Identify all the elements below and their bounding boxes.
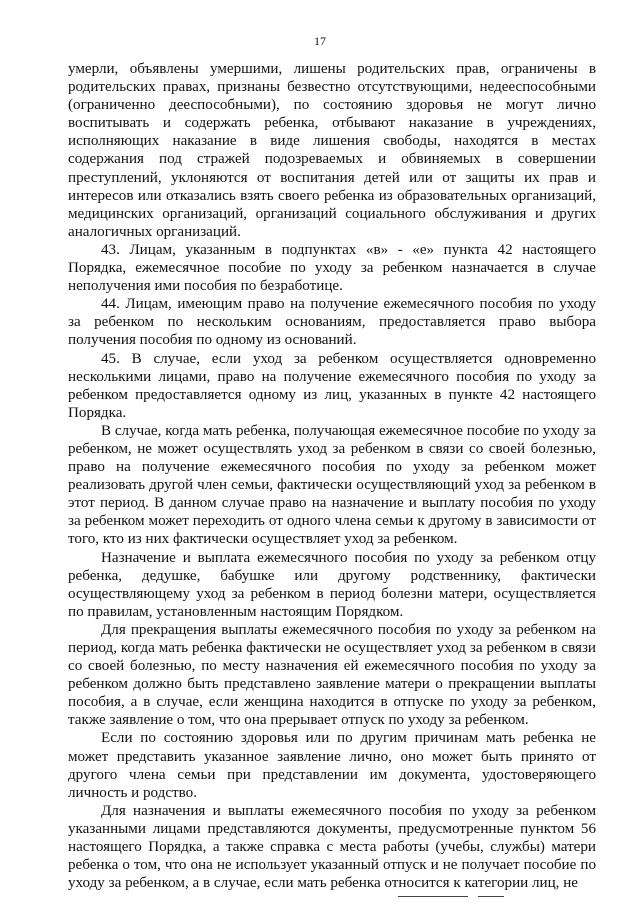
paragraph-documents: Для назначения и выплаты ежемесячного пособия по уходу за ребенком указанными лицами представляются документы, предусмотренные пунктом 56 настоящего Порядка, а также справка с места работы (учебы, службы) матери ребенка о том, что она не использует указанный отпуск и не получает пособие по уходу за ребенком, а в случае, если мать ребенка относится к категории лиц, не	[68, 802, 596, 892]
paragraph-relatives-payment: Назначение и выплата ежемесячного пособия по уходу за ребенком отцу ребенка, дедушке, бабушке или другому родственнику, фактически осуществляющему уход за ребенком в период болезни матери, осуществляется по правилам, установленным настоящим Порядком.	[68, 549, 596, 620]
page-number: 17	[314, 34, 326, 48]
paragraph-mother-illness: В случае, когда мать ребенка, получающая ежемесячное пособие по уходу за ребенком, не может осуществлять уход за ребенком в связи со своей болезнью, право на получение ежемесячного пособия по уходу за ребенком может реализовать другой член семьи, фактически осуществляющий уход за ребенком в этот период. В данном случае право на назначение и выплату пособия по уходу за ребенком может переходить от одного члена семьи к другому в зависимости от того, кто из них фактически осуществляет уход за ребенком.	[68, 422, 596, 548]
paragraph-item-44: 44. Лицам, имеющим право на получение ежемесячного пособия по уходу за ребенком по нескольким основаниям, предоставляется право выбора получения пособия по одному из оснований.	[68, 296, 596, 349]
paragraph-item-43: 43. Лицам, указанным в подпунктах «в» - «е» пункта 42 настоящего Порядка, ежемесячное пособие по уходу за ребенком назначается в случае неполучения ими пособия по безработице.	[68, 241, 596, 295]
scan-edge-mark	[398, 896, 468, 897]
scan-edge-mark	[478, 896, 504, 897]
paragraph-termination: Для прекращения выплаты ежемесячного пособия по уходу за ребенком на период, когда мать ребенка фактически не осуществляет уход за ребенком в связи со своей болезнью, по месту назначения ей ежемесячного пособия по уходу за ребенком должно быть представлено заявление матери о прекращении выплаты пособия, а в случае, если женщина находится в отпуске по уходу за ребенком, также заявление о том, что она прерывает отпуск по уходу за ребенком.	[68, 621, 596, 729]
body-text	[68, 60, 596, 892]
paragraph-application: Если по состоянию здоровья или по другим причинам мать ребенка не может представить указанное заявление лично, оно может быть принято от другого члена семьи при представлении им документа, удостоверяющего личность и родство.	[68, 730, 596, 801]
paragraph-continuation: умерли, объявлены умершими, лишены родительских прав, ограничены в родительских правах, признаны безвестно отсутствующими, недееспособными (ограниченно дееспособными), по состоянию здоровья не могут лично воспитывать и содержать ребенка, отбывают наказание в учреждениях, исполняющих наказание в виде лишения свободы, находятся в местах содержания под стражей подозреваемых и обвиняемых в совершении преступлений, уклоняются от воспитания детей или от защиты их прав и интересов или отказались взять своего ребенка из образовательных организаций, медицинских организаций, организаций социального обслуживания и других аналогичных организаций.	[68, 61, 596, 240]
paragraph-item-45: 45. В случае, если уход за ребенком осуществляется одновременно несколькими лицами, право на получение ежемесячного пособия по уходу за ребенком предоставляется одному из лиц, указанных в пункте 42 настоящего Порядка.	[68, 350, 596, 421]
